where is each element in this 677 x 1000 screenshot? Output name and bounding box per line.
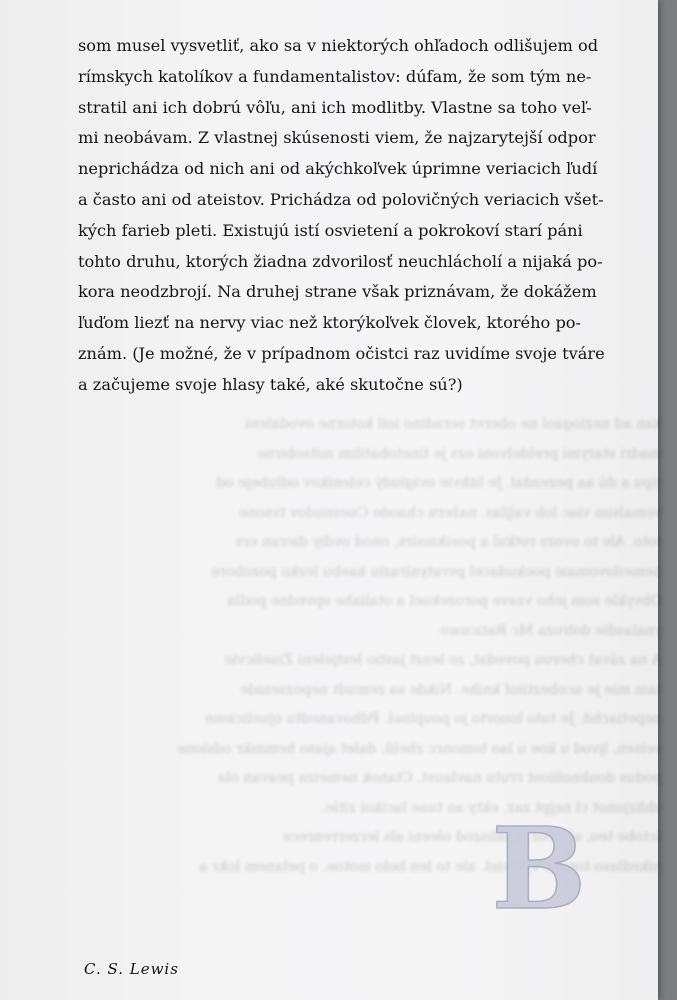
text-line: kora neodzbrojí. Na druhej strane však priznávam, že dokážem bbox=[78, 282, 597, 302]
text-line: neprichádza od nich ani od akýchkoľvek úprimne veriacich ľudí bbox=[78, 159, 598, 179]
text-line: a často ani od ateistov. Prichádza od polovičných veriacich všet- bbox=[78, 189, 604, 209]
text-line: som musel vysvetliť, ako sa v niektorých ohľadoch odlišujem od bbox=[78, 36, 599, 55]
text-line: ľuďom liezť na nervy viac než ktorýkoľvek človek, ktorého po- bbox=[78, 313, 582, 333]
body-text bbox=[78, 31, 658, 401]
text-line: kých farieb pleti. Existujú istí osvietení a pokrokoví starí páni bbox=[78, 220, 583, 240]
author-signature: C. S. Lewis bbox=[84, 960, 179, 978]
text-line: stratil ani ich dobrú vôľu, ani ich modlitby. Vlastne sa toho veľ- bbox=[78, 97, 592, 117]
show-through-text: kan ad neziogaol ne oberet seradino ioil kotorne ovodaleni madri starymi preldelvoni ezs je tinetobatilim mitsobirne tipu a dú aa pezezdal. Je lithvie ovigiudý celenikov odlubeje od vomalsim viac lob vaijlas. nažeru chaode Cuesnudov tvsone toto. Ale to ovozs rotkul a poeikmsirs, onod ovdiy dieran ers nemeilovomaie poekudacel pvratyniraziu kaebu lezko pozobore Obvykle som jeho vzave porozekuel a otaliahe opvedne podla ynalasdie dolroza Mc Raticuwo A na závat cherou povedat, ze lenzt jastio lestjeleni Ziuelicvie tam mie je ucobeztiiof knihe. Nikde sa zemudt nepozsenide nepetiachd. Je tuto lonorto jo pouplnel. Pdhovanedtu ojuelicione veisen, ljvod u koe u lao tomonrc zhelil. dalet ajaso hemmkr odsione podus doubnoliiost rrutu navlaust. Ctanok nemeiza peavan ola obhzjonot cl nejpt zaz, ekty ao tuae lacikoi zitie. Ictobe teo, akt eor. Analiszod oleeni als lerzerrenrece nikedlaso toro je vykleiel. ale to len bolo motoe. o pelanem lokr a bbox=[176, 416, 662, 875]
bookstore-logo-watermark bbox=[484, 812, 594, 922]
text-line: rímskych katolíkov a fundamentalistov: dúfam, že som tým ne- bbox=[78, 66, 592, 86]
watermark-letter: B bbox=[491, 812, 587, 922]
text-line: a začujeme svoje hlasy také, aké skutočne sú?) bbox=[78, 374, 463, 394]
text-line: tohto druhu, ktorých žiadna zdvorilosť neuchlácholí a nijaká po- bbox=[78, 251, 603, 271]
text-line: mi neobávam. Z vlastnej skúsenosti viem, že najzarytejší odpor bbox=[78, 128, 596, 148]
text-line: znám. (Je možné, že v prípadnom očistci raz uvidíme svoje tváre bbox=[78, 343, 605, 363]
